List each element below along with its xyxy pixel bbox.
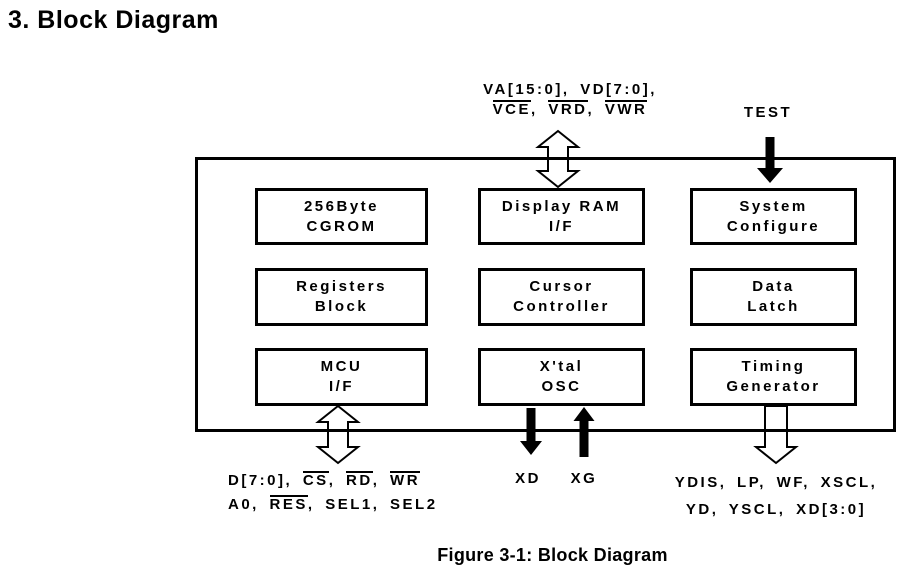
timing-output-label-line2: YD, YSCL, XD[3:0] xyxy=(685,501,867,518)
block-registers-block xyxy=(255,268,428,326)
block-xtal-osc-line2: OSC xyxy=(541,378,582,395)
block-data-latch-line1: Data xyxy=(752,278,795,295)
page-title: 3. Block Diagram xyxy=(8,6,219,34)
timing-output-label xyxy=(660,469,892,523)
block-cgrom-line1: 256Byte xyxy=(303,197,380,215)
block-timing-generator-line1: Timing xyxy=(741,358,806,375)
video-bus-label-line2: VCE, VRD, VWR xyxy=(492,101,648,118)
block-system-configure-line1: System xyxy=(739,197,808,215)
block-data-latch xyxy=(690,268,857,326)
block-system-configure xyxy=(690,188,857,245)
video-bus-label-line1: VA[15:0], VD[7:0], xyxy=(483,81,657,98)
block-timing-generator xyxy=(690,348,857,406)
block-xtal-osc xyxy=(478,348,645,406)
block-display-ram-if xyxy=(478,188,645,245)
block-registers-block-line1: Registers xyxy=(296,278,387,295)
block-mcu-if xyxy=(255,348,428,406)
block-cursor-controller xyxy=(478,268,645,326)
block-timing-generator-line2: Generator xyxy=(726,378,821,395)
xd-label: XD xyxy=(515,470,541,487)
block-system-configure-line2: Configure xyxy=(726,217,821,235)
block-cursor-controller-line1: Cursor xyxy=(529,278,594,295)
mcu-bus-label-line1: D[7:0], CS, RD, WR xyxy=(228,472,421,489)
block-display-ram-if-line2: I/F xyxy=(549,217,574,235)
block-cgrom xyxy=(255,188,428,245)
block-registers-block-line2: Block xyxy=(314,298,369,315)
test-label: TEST xyxy=(743,104,793,121)
xg-label: XG xyxy=(570,470,598,487)
block-xtal-osc-line1: X'tal xyxy=(539,358,584,375)
figure-caption: Figure 3-1: Block Diagram xyxy=(437,545,668,565)
block-mcu-if-line2: I/F xyxy=(329,378,354,395)
block-display-ram-if-line1: Display RAM xyxy=(501,197,622,215)
block-mcu-if-line1: MCU xyxy=(320,358,363,375)
block-cgrom-line2: CGROM xyxy=(306,217,377,235)
timing-output-label-line1: YDIS, LP, WF, XSCL, xyxy=(674,474,878,491)
video-bus-label xyxy=(453,80,687,120)
mcu-bus-label-line2: A0, RES, SEL1, SEL2 xyxy=(228,496,438,513)
mcu-bus-label xyxy=(228,469,438,517)
block-cursor-controller-line2: Controller xyxy=(513,298,610,315)
block-data-latch-line2: Latch xyxy=(747,298,800,315)
